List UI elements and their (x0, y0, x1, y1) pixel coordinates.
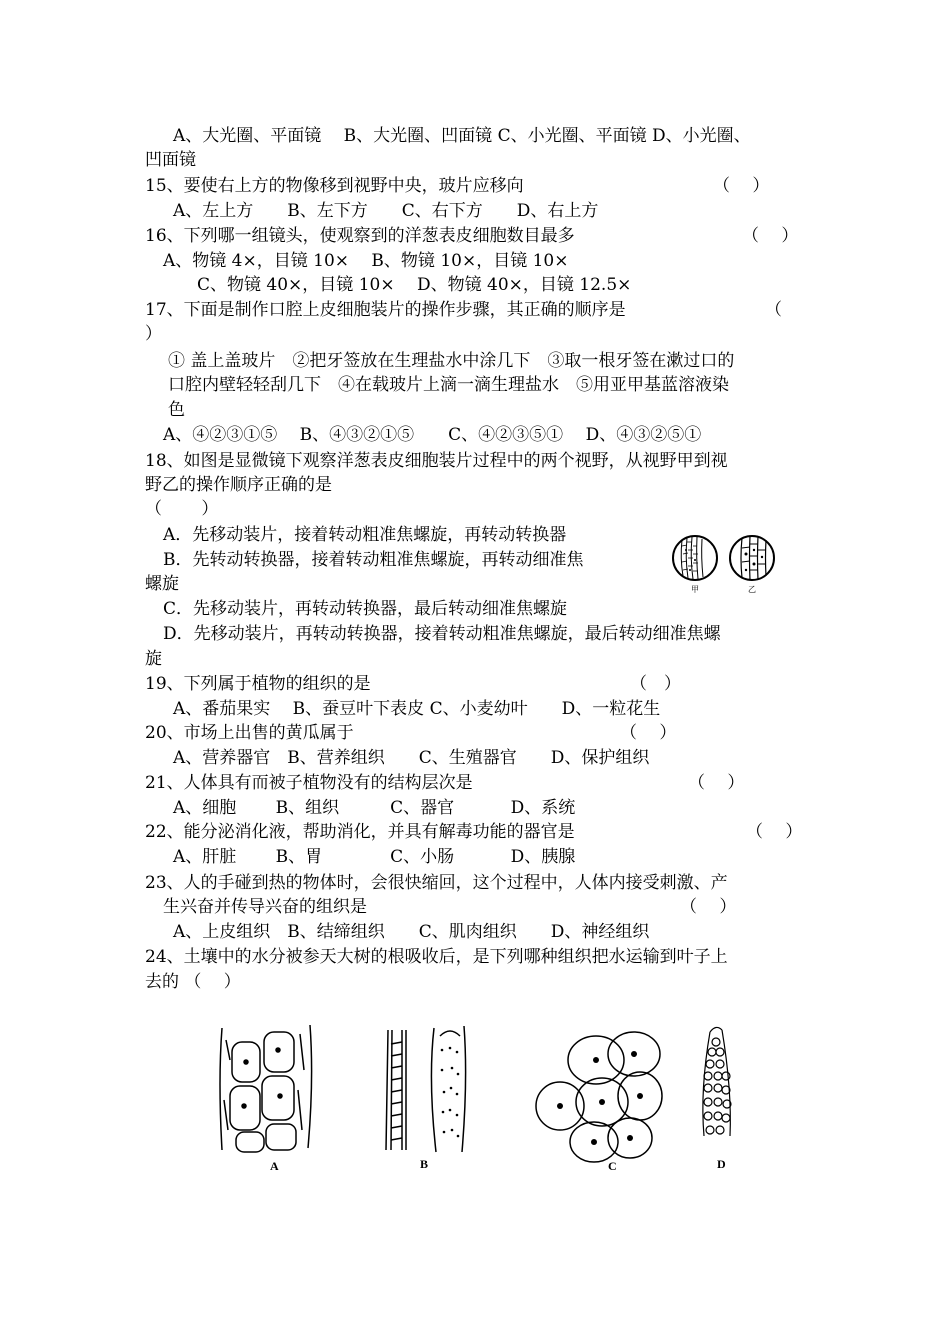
q24-tissue-figure (210, 1020, 750, 1180)
field-jia-view (673, 536, 717, 580)
q22-stem: 22、能分泌消化液，帮助消化，并具有解毒功能的器官是 (145, 822, 575, 842)
tissue-b-drawing (386, 1026, 466, 1152)
q17-options: A、④②③①⑤ B、④③②①⑤ C、④②③⑤① D、④③②⑤① (163, 425, 702, 445)
q18-option-b-cont: 螺旋 (145, 574, 179, 594)
q18-option-d-cont: 旋 (145, 649, 162, 669)
q21-stem: 21、人体具有而被子植物没有的结构层次是 (145, 773, 473, 793)
q16-answer-bracket: （ ） (742, 226, 799, 246)
q18-stem-line2: 野乙的操作顺序正确的是 (145, 475, 332, 495)
field-jia-label: 甲 (691, 585, 699, 594)
q18-answer-bracket: （ ） (145, 499, 219, 519)
q18-option-a: A．先移动装片，接着转动粗准焦螺旋，再转动转换器 (163, 525, 567, 545)
q21-options: A、细胞 B、组织 C、器官 D、系统 (173, 798, 576, 818)
tissue-d-label: D (717, 1157, 726, 1171)
tissue-c-label: C (608, 1159, 617, 1173)
q22-options: A、肝脏 B、胃 C、小肠 D、胰腺 (173, 847, 576, 867)
q23-stem-line1: 23、人的手碰到热的物体时，会很快缩回，这个过程中，人体内接受刺激、产 (145, 873, 728, 893)
q20-answer-bracket: （ ） (620, 723, 677, 743)
q17-bracket-close: ） (145, 324, 162, 344)
q17-bracket-open: （ (765, 300, 782, 320)
q17-steps-line3: 色 (168, 400, 185, 420)
q23-answer-bracket: （ ） (680, 897, 737, 917)
q14-options-cont: 凹面镜 (145, 150, 196, 170)
q16-options-cd: C、物镜 40×，目镜 10× D、物镜 40×，目镜 12.5× (197, 275, 632, 295)
q18-option-b: B．先转动转换器，接着转动粗准焦螺旋，再转动细准焦 (163, 550, 584, 570)
field-yi-view (730, 536, 774, 580)
q15-options: A、左上方 B、左下方 C、右下方 D、右上方 (173, 201, 599, 221)
q19-options: A、番茄果实 B、蚕豆叶下表皮 C、小麦幼叶 D、一粒花生 (173, 699, 661, 719)
q19-stem: 19、下列属于植物的组织的是 (145, 674, 371, 694)
q17-stem: 17、下面是制作口腔上皮细胞装片的操作步骤，其正确的顺序是 (145, 300, 626, 320)
tissue-a-label: A (270, 1159, 279, 1173)
q14-options: A、大光圈、平面镜 B、大光圈、凹面镜 C、小光圈、平面镜 D、小光圈、 (173, 126, 751, 146)
q23-options: A、上皮组织 B、结缔组织 C、肌肉组织 D、神经组织 (173, 922, 650, 942)
tissue-c-drawing (536, 1032, 662, 1162)
q16-options-ab: A、物镜 4×，目镜 10× B、物镜 10×，目镜 10× (163, 251, 569, 271)
tissue-d-drawing (703, 1027, 731, 1136)
q23-stem-line2: 生兴奋并传导兴奋的组织是 (163, 897, 367, 917)
q18-stem-line1: 18、如图是显微镜下观察洋葱表皮细胞装片过程中的两个视野，从视野甲到视 (145, 451, 728, 471)
q19-answer-bracket: （ ） (630, 674, 681, 694)
q15-answer-bracket: （ ） (713, 176, 770, 196)
field-yi-label: 乙 (748, 585, 756, 594)
q21-answer-bracket: （ ） (688, 773, 745, 793)
q15-stem: 15、要使右上方的物像移到视野中央，玻片应移向 (145, 176, 524, 196)
q16-stem: 16、下列哪一组镜头，使观察到的洋葱表皮细胞数目最多 (145, 226, 575, 246)
q17-steps-line2: 口腔内壁轻轻刮几下 ④在载玻片上滴一滴生理盐水 ⑤用亚甲基蓝溶液染 (168, 375, 729, 395)
q20-stem: 20、市场上出售的黄瓜属于 (145, 723, 354, 743)
tissue-a-drawing (220, 1025, 312, 1152)
tissue-b-label: B (420, 1157, 429, 1171)
q18-option-d: D．先移动装片，再转动转换器，接着转动粗准焦螺旋，最后转动细准焦螺 (163, 624, 721, 644)
q18-microscope-fields-figure (668, 530, 788, 600)
q20-options: A、营养器官 B、营养组织 C、生殖器官 D、保护组织 (173, 748, 650, 768)
q17-steps-line1: ① 盖上盖玻片 ②把牙签放在生理盐水中涂几下 ③取一根牙签在漱过口的 (168, 351, 735, 371)
q24-stem-line2: 去的 （ ） (145, 972, 241, 992)
q24-stem-line1: 24、土壤中的水分被参天大树的根吸收后，是下列哪种组织把水运输到叶子上 (145, 947, 728, 967)
q18-option-c: C．先移动装片，再转动转换器，最后转动细准焦螺旋 (163, 599, 568, 619)
q22-answer-bracket: （ ） (746, 822, 803, 842)
